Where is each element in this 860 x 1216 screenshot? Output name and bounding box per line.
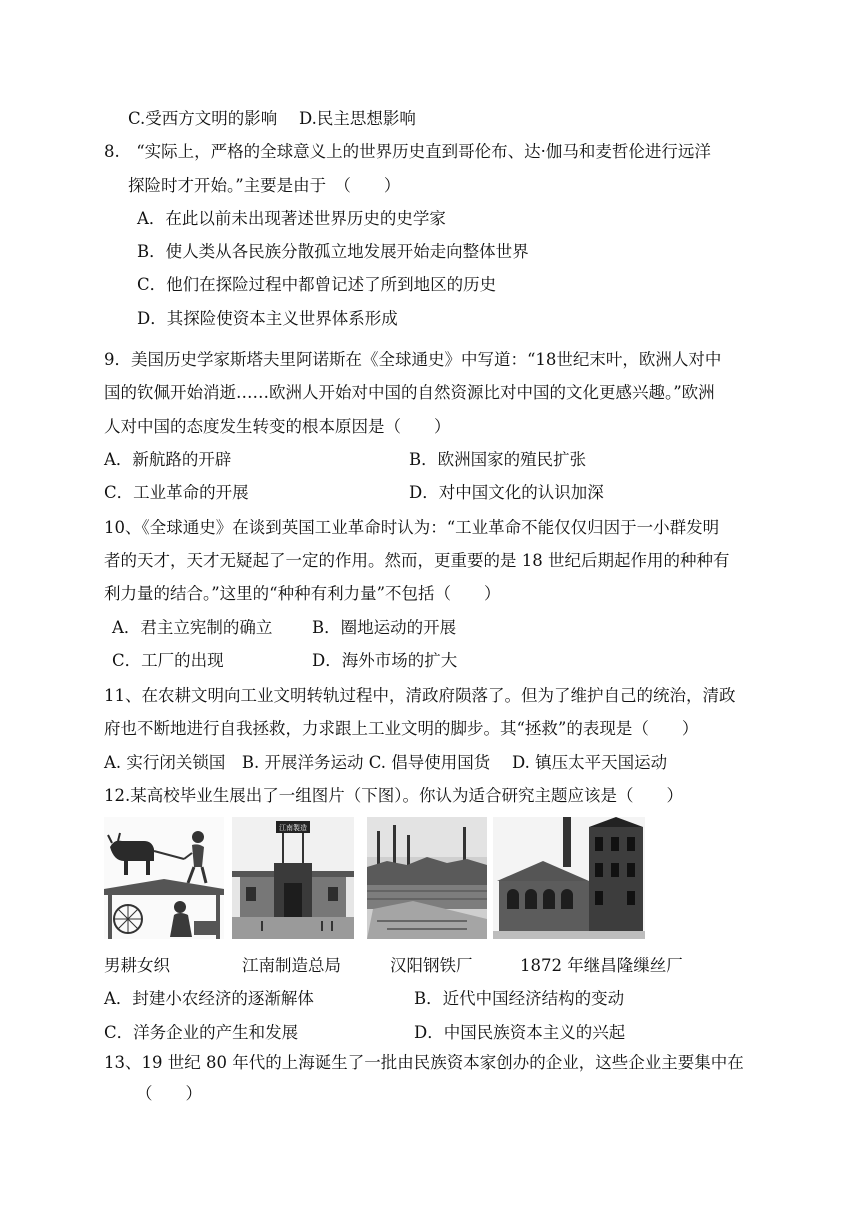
question-12-option-a: A．封建小农经济的逐渐解体 bbox=[104, 989, 314, 1008]
question-9-option-d: D．对中国文化的认识加深 bbox=[409, 483, 604, 502]
question-10-option-a: A．君主立宪制的确立 bbox=[112, 618, 273, 637]
question-9-stem-line-2: 国的钦佩开始消逝……欧洲人开始对中国的自然资源比对中国的文化更感兴趣。”欧洲 bbox=[104, 383, 715, 402]
question-9-option-a: A．新航路的开辟 bbox=[104, 450, 232, 469]
question-8-option-c: C．他们在探险过程中都曾记述了所到地区的历史 bbox=[137, 275, 497, 294]
question-8-stem-line-1: 8. “实际上，严格的全球意义上的世界历史直到哥伦布、达·伽马和麦哲伦进行远洋 bbox=[104, 142, 711, 161]
photo-caption-jichanglong-silk-factory: 1872 年继昌隆缫丝厂 bbox=[520, 956, 683, 975]
question-8-stem-line-2: 探险时才开始。”主要是由于 （ ） bbox=[128, 176, 401, 195]
question-9-option-b: B．欧洲国家的殖民扩张 bbox=[409, 450, 587, 469]
photo-men-plow-women-weave bbox=[104, 817, 224, 939]
question-12-option-d: D．中国民族资本主义的兴起 bbox=[414, 1023, 626, 1042]
question-10-stem-line-3: 利力量的结合。”这里的“种种有利力量”不包括（ ） bbox=[104, 584, 501, 603]
question-12-option-b: B．近代中国经济结构的变动 bbox=[414, 989, 625, 1008]
question-8-option-a: A．在此以前未出现著述世界历史的史学家 bbox=[137, 209, 446, 228]
photo-caption-men-plow-women-weave: 男耕女织 bbox=[104, 956, 170, 975]
photo-jichanglong-silk-factory bbox=[493, 817, 645, 939]
question-10-option-b: B．圈地运动的开展 bbox=[312, 618, 457, 637]
prev-question-options-c-d: C.受西方文明的影响 D.民主思想影响 bbox=[128, 109, 416, 128]
photo-caption-jiangnan-arsenal: 江南制造总局 bbox=[242, 956, 341, 975]
question-12-stem: 12.某高校毕业生展出了一组图片（下图）。你认为适合研究主题应该是（ ） bbox=[104, 786, 683, 805]
question-13-answer-blank: （ ） bbox=[136, 1084, 202, 1103]
question-11-options: A. 实行闭关锁国 B. 开展洋务运动 C. 倡导使用国货 D. 镇压太平天国运动 bbox=[104, 753, 668, 772]
question-13-stem-line-1: 13、19 世纪 80 年代的上海诞生了一批由民族资本家创办的企业，这些企业主要集中在 bbox=[104, 1053, 744, 1072]
question-9-stem-line-3: 人对中国的态度发生转变的根本原因是（ ） bbox=[104, 417, 451, 436]
question-11-stem-line-2: 府也不断地进行自我拯救，力求跟上工业文明的脚步。其“拯救”的表现是（ ） bbox=[104, 719, 699, 738]
question-11-stem-line-1: 11、在农耕文明向工业文明转轨过程中，清政府陨落了。但为了维护自己的统治，清政 bbox=[104, 686, 736, 705]
question-8-option-d: D．其探险使资本主义世界体系形成 bbox=[137, 309, 398, 328]
question-9-option-c: C．工业革命的开展 bbox=[104, 483, 249, 502]
question-10-option-d: D．海外市场的扩大 bbox=[312, 651, 458, 670]
jiangnan-sign-text: 江南製造 bbox=[279, 824, 307, 832]
question-9-stem-line-1: 9．美国历史学家斯塔夫里阿诺斯在《全球通史》中写道：“18世纪末叶，欧洲人对中 bbox=[104, 350, 722, 369]
photo-caption-hanyang-iron-works: 汉阳钢铁厂 bbox=[390, 956, 473, 975]
photo-hanyang-iron-works bbox=[367, 817, 487, 939]
photo-jiangnan-arsenal bbox=[232, 817, 354, 939]
question-10-option-c: C．工厂的出现 bbox=[112, 651, 224, 670]
question-10-stem-line-2: 者的天才，天才无疑起了一定的作用。然而，更重要的是 18 世纪后期起作用的种种有 bbox=[104, 551, 730, 570]
question-8-option-b: B．使人类从各民族分散孤立地发展开始走向整体世界 bbox=[137, 242, 529, 261]
question-12-option-c: C．洋务企业的产生和发展 bbox=[104, 1023, 299, 1042]
question-10-stem-line-1: 10、《全球通史》在谈到英国工业革命时认为：“工业革命不能仅仅归因于一小群发明 bbox=[104, 518, 720, 537]
